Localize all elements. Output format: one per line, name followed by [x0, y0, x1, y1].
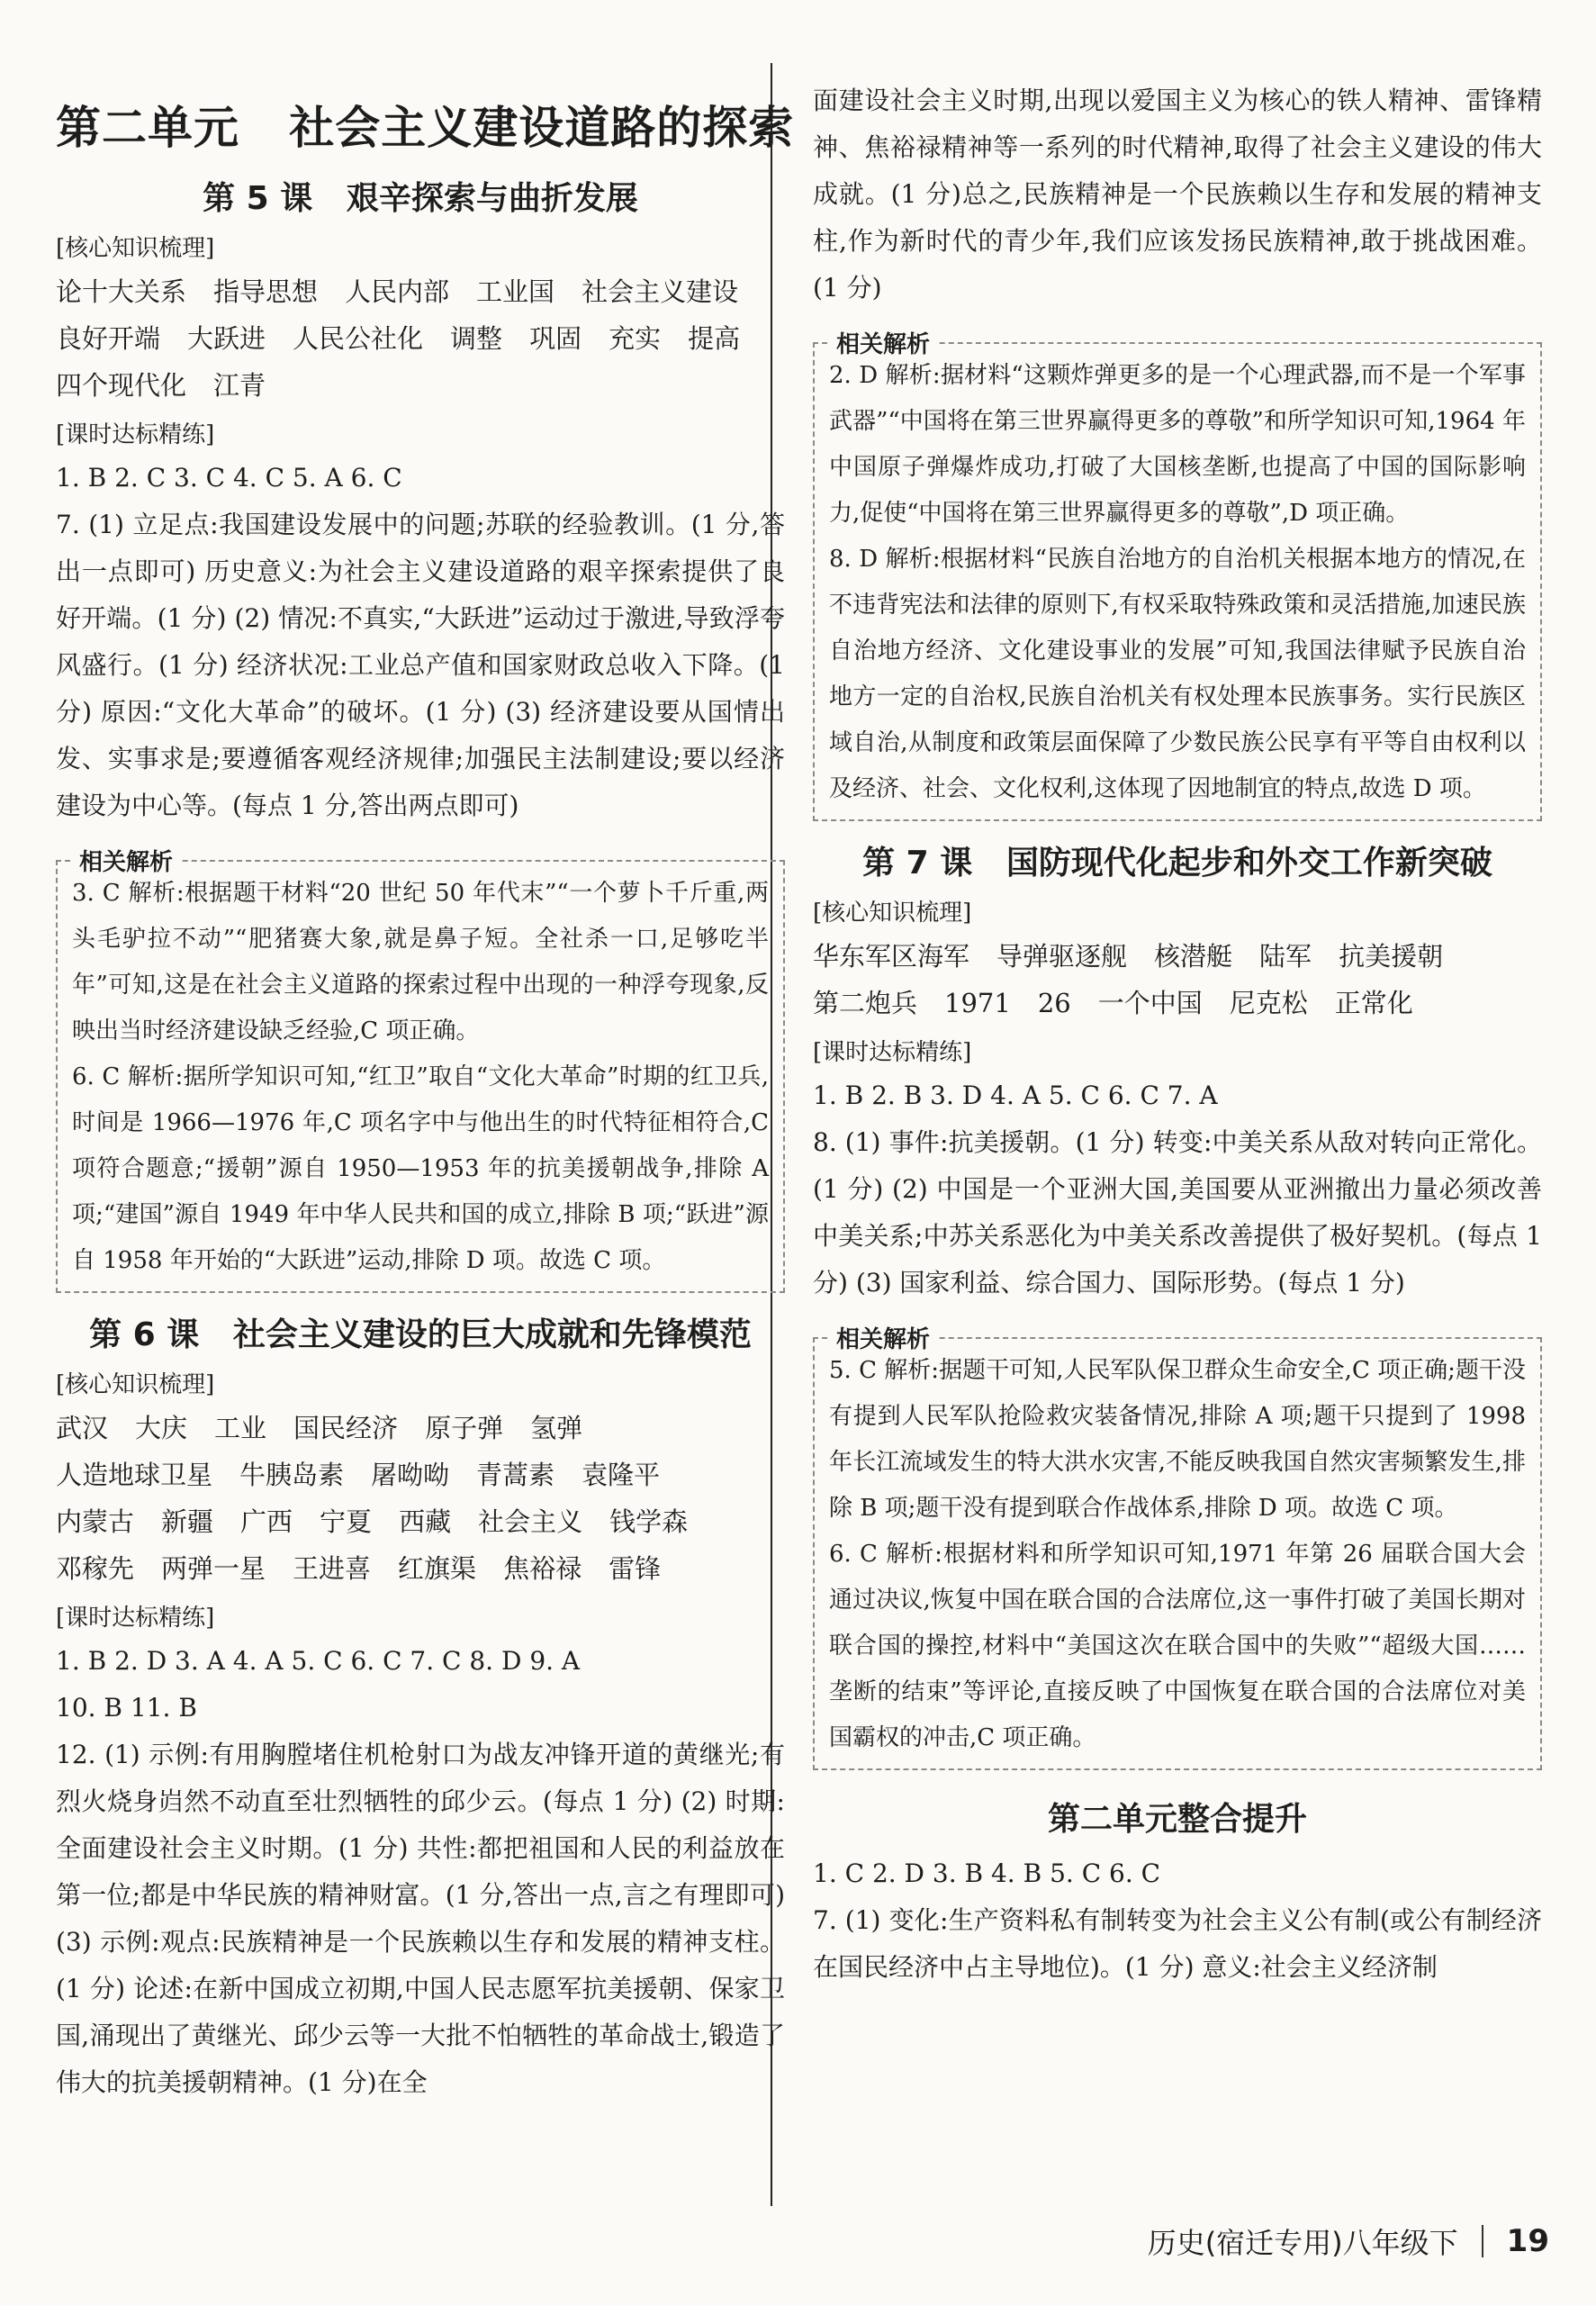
lesson5-title: 第 5 课 艰辛探索与曲折发展 — [203, 180, 638, 217]
keyword: 王进喜 — [293, 1553, 372, 1584]
footer-subject: 历史(宿迁专用)八年级下 — [1147, 2226, 1458, 2260]
keyword: 焦裕禄 — [503, 1553, 582, 1584]
page-number: 19 — [1506, 2223, 1549, 2259]
keyword: 指导思想 — [213, 276, 319, 307]
keyword: 人民公社化 — [293, 323, 424, 354]
page-footer — [1148, 2220, 1549, 2262]
keyword: 邓稼先 — [56, 1553, 135, 1584]
keyword: 良好开端 — [56, 323, 161, 354]
keyword: 新疆 — [161, 1506, 214, 1537]
keyword: 导弹驱逐舰 — [996, 941, 1128, 972]
keyword: 正常化 — [1334, 988, 1413, 1018]
keyword: 陆军 — [1259, 941, 1312, 972]
keyword: 社会主义 — [478, 1506, 583, 1537]
lesson7-answer-8: 8. (1) 事件:抗美援朝。(1 分) 转变:中美关系从敌对转向正常化。(1 分) (2) 中国是一个亚洲大国,美国要从亚洲撤出力量必须改善中美关系;中苏关系恶化为中美关系改善提供了极好契机。(每点 1 分) (3) 国家利益、综合国力、国际形势。(每点 1 分) — [813, 1127, 1542, 1298]
keyword: 红旗渠 — [398, 1553, 477, 1584]
lesson6-title: 第 6 课 社会主义建设的巨大成就和先锋模范 — [89, 1316, 752, 1353]
lesson5-keywords — [56, 268, 785, 409]
keyword: 一个中国 — [1097, 988, 1203, 1018]
keyword: 原子弹 — [425, 1413, 504, 1443]
keyword: 钱学森 — [609, 1506, 689, 1537]
lesson6-answer-12: 12. (1) 示例:有用胸膛堵住机枪射口为战友冲锋开道的黄继光;有烈火烧身岿然不动直至壮烈牺牲的邱少云。(每点 1 分) (2) 时期:全面建设社会主义时期。(1 分) 共性:都把祖国和人民的利益放在第一位;都是中华民族的精神财富。(1 分,答出一点,言之有理即可) (3) 示例:观点:民族精神是一个民族赖以生存和发展的精神支柱。(1 分) 论述:在新中国成立初期,中国人民志愿军抗美援朝、保家卫国,涌现出了黄继光、邱少云等一大批不怕牺牲的革命战士,锻造了伟大的抗美援朝精神。(1 分)在全 — [56, 1740, 785, 2097]
analysis-item: 3. C 解析:根据题干材料“20 世纪 50 年代末”“一个萝卜千斤重,两头毛驴拉不动”“肥猪赛大象,就是鼻子短。全社杀一口,足够吃半年”可知,这是在社会主义道路的探索过程中出现的一种浮夸现象,反映出当时经济建设缺乏经验,C 项正确。 — [72, 880, 769, 1044]
keyword: 工业国 — [476, 276, 555, 307]
left-column — [56, 72, 795, 2106]
lesson5-answer-line: 1. B 2. C 3. C 4. C 5. A 6. C — [56, 463, 402, 493]
lesson7-keywords — [813, 933, 1542, 1026]
lesson7-practice-tag: [课时达标精练] — [813, 1039, 972, 1066]
keyword: 大庆 — [135, 1413, 188, 1443]
keyword: 牛胰岛素 — [239, 1460, 345, 1490]
lesson5-answer-7: 7. (1) 立足点:我国建设发展中的问题;苏联的经验教训。(1 分,答出一点即可) 历史意义:为社会主义建设道路的艰辛探索提供了良好开端。(1 分) (2) 情况:不真实,“大跃进”运动过于激进,导致浮夸风盛行。(1 分) 经济状况:工业总产值和国家财政总收入下降。(1 分) 原因:“文化大革命”的破坏。(1 分) (3) 经济建设要从国情出发、实事求是;要遵循客观经济规律;加强民主法制建设;要以经济建设为中心等。(每点 1 分,答出两点即可) — [56, 510, 785, 820]
lesson5-knowledge-tag: [核心知识梳理] — [56, 235, 215, 262]
unit-title: 第二单元 社会主义建设道路的探索 — [56, 102, 795, 154]
lesson6-analysis-box — [813, 331, 1542, 821]
lesson7-title: 第 7 课 国防现代化起步和外交工作新突破 — [862, 845, 1492, 882]
analysis-item: 6. C 解析:据所学知识可知,“红卫”取自“文化大革命”时期的红卫兵,时间是 1966—1976 年,C 项名字中与他出生的时代特征相符合,C 项符合题意;“援朝”源自 1950—1953 年的抗美援朝战争,排除 A 项;“建国”源自 1949 年中华人民共和国的成立,排除 B 项;“跃进”源自 1958 年开始的“大跃进”运动,排除 D 项。故选 C 项。 — [72, 1063, 769, 1274]
keyword: 人民内部 — [345, 276, 450, 307]
keyword: 青蒿素 — [476, 1460, 555, 1490]
keyword: 华东军区海军 — [813, 941, 970, 972]
lesson6-answer-line: 10. B 11. B — [56, 1693, 197, 1723]
lesson6-answer-line: 1. B 2. D 3. A 4. A 5. C 6. C 7. C 8. D 9. A — [56, 1646, 581, 1676]
keyword: 抗美援朝 — [1339, 941, 1444, 972]
keyword: 西藏 — [399, 1506, 452, 1537]
keyword: 工业 — [214, 1413, 267, 1443]
right-column — [813, 77, 1542, 1991]
lesson5-analysis-box — [56, 849, 785, 1293]
analysis-item: 6. C 解析:根据材料和所学知识可知,1971 年第 26 届联合国大会通过决议,恢复中国在联合国的合法席位,这一事件打破了美国长期对联合国的操控,材料中“美国这次在联合国中的失败”“超级大国……垄断的结束”等评论,直接反映了中国恢复在联合国的合法席位对美国霸权的冲击,C 项正确。 — [829, 1541, 1526, 1751]
lesson6-practice-tag: [课时达标精练] — [56, 1605, 215, 1632]
lesson5-practice-tag: [课时达标精练] — [56, 421, 215, 448]
review-answer-line: 1. C 2. D 3. B 4. B 5. C 6. C — [813, 1858, 1161, 1888]
keyword: 两弹一星 — [161, 1553, 266, 1584]
keyword: 论十大关系 — [56, 276, 187, 307]
analysis-label: 相关解析 — [829, 1321, 937, 1354]
analysis-label: 相关解析 — [829, 326, 937, 359]
keyword: 1971 — [944, 988, 1011, 1018]
keyword: 人造地球卫星 — [56, 1460, 213, 1490]
lesson6-keywords — [56, 1405, 785, 1592]
keyword: 武汉 — [56, 1413, 109, 1443]
lesson7-answer-line: 1. B 2. B 3. D 4. A 5. C 6. C 7. A — [813, 1081, 1218, 1110]
keyword: 调整 — [450, 323, 503, 354]
keyword: 充实 — [609, 323, 662, 354]
keyword: 四个现代化 — [56, 370, 187, 401]
keyword: 大跃进 — [187, 323, 266, 354]
keyword: 内蒙古 — [56, 1506, 135, 1537]
keyword: 第二炮兵 — [813, 988, 918, 1018]
lesson6-answer-12-continued: 面建设社会主义时期,出现以爱国主义为核心的铁人精神、雷锋精神、焦裕禄精神等一系列的时代精神,取得了社会主义建设的伟大成就。(1 分)总之,民族精神是一个民族赖以生存和发展的精神支柱,作为新时代的青少年,我们应该发扬民族精神,敢于挑战困难。(1 分) — [813, 86, 1542, 303]
keyword: 袁隆平 — [582, 1460, 661, 1490]
lesson7-analysis-box — [813, 1326, 1542, 1770]
lesson7-knowledge-tag: [核心知识梳理] — [813, 900, 972, 927]
review-answer-7: 7. (1) 变化:生产资料私有制转变为社会主义公有制(或公有制经济在国民经济中占主导地位)。(1 分) 意义:社会主义经济制 — [813, 1905, 1542, 1982]
keyword: 巩固 — [529, 323, 582, 354]
keyword: 广西 — [240, 1506, 293, 1537]
analysis-item: 5. C 解析:据题干可知,人民军队保卫群众生命安全,C 项正确;题干没有提到人民军队抢险救灾装备情况,排除 A 项;题干只提到了 1998 年长江流域发生的特大洪水灾害,不能反映我国自然灾害频繁发生,排除 B 项;题干没有提到联合作战体系,排除 D 项。故选 C 项。 — [829, 1357, 1526, 1522]
keyword: 国民经济 — [293, 1413, 399, 1443]
keyword: 核潜艇 — [1154, 941, 1233, 972]
keyword: 氢弹 — [530, 1413, 583, 1443]
analysis-label: 相关解析 — [72, 844, 180, 877]
keyword: 26 — [1037, 988, 1071, 1018]
keyword: 社会主义建设 — [582, 276, 739, 307]
analysis-item: 2. D 解析:据材料“这颗炸弹更多的是一个心理武器,而不是一个军事武器”“中国将在第三世界赢得更多的尊敬”和所学知识可知,1964 年中国原子弹爆炸成功,打破了大国核垄断,也提高了中国的国际影响力,促使“中国将在第三世界赢得更多的尊敬”,D 项正确。 — [829, 362, 1526, 527]
analysis-item: 8. D 解析:根据材料“民族自治地方的自治机关根据本地方的情况,在不违背宪法和法律的原则下,有权采取特殊政策和灵活措施,加速民族自治地方经济、文化建设事业的发展”可知,我国法律赋予民族自治地方一定的自治权,民族自治机关有权处理本民族事务。实行民族区域自治,从制度和政策层面保障了少数民族公民享有平等自由权利以及经济、社会、文化权利,这体现了因地制宜的特点,故选 D 项。 — [829, 546, 1526, 802]
keyword: 江青 — [213, 370, 266, 401]
lesson6-knowledge-tag: [核心知识梳理] — [56, 1371, 215, 1398]
review-title: 第二单元整合提升 — [1047, 1801, 1307, 1838]
keyword: 屠呦呦 — [371, 1460, 450, 1490]
keyword: 雷锋 — [609, 1553, 662, 1584]
keyword: 提高 — [688, 323, 741, 354]
keyword: 宁夏 — [320, 1506, 373, 1537]
keyword: 尼克松 — [1229, 988, 1308, 1018]
footer-separator — [1482, 2225, 1483, 2257]
